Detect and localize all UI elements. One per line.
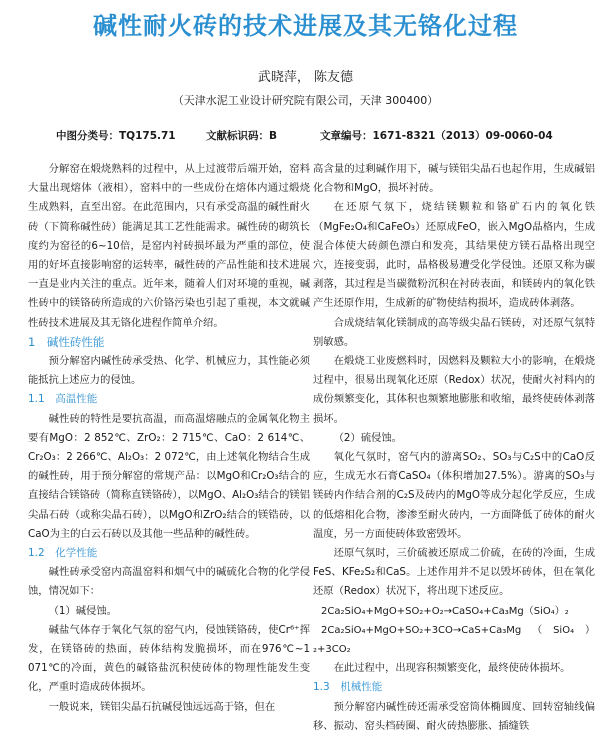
body-paragraph: 氧化气氛时，窑气内的游离SO₂、SO₃与C₂S中的CaO反应，生成无水石膏CaSO₄（体积增加27.5%）。游离的SO₃与镁砖内作结合剂的C₂S及砖内的MgO等成分起化学反应，生成的低熔相化合物，渗渗至耐火砖内，一方面降低了砖体的耐火温度，另一方面使砖体致密毁坏。	[313, 451, 595, 540]
body-paragraph: 在还原气氛下，烧结镁颗粒和铬矿石内的氧化铁（MgFe₂O₄和CaFeO₃）还原成FeO，嵌入MgO晶格内，生成混合体使大砖颜色漂白和发亮，其结果使方镁石晶格出现空穴，连接变弱，此时，晶格极易遭受化学侵蚀。还原又称为碳剥落，其过程是当碳微粉沉积在衬砖表面，和镁砖内的氧化铁产生还原作用，生成新的矿物使结构损坏，造成砖体剥落。	[313, 201, 595, 310]
intro-paragraph: 分解窑在煅烧熟料的过程中，从上过渡带后端开始，窑料大量出现熔体（液相），窑料中的一些成份在熔体内通过煅烧生成熟料，直至出窑。在此范围内，只有承受高温的碱性耐火砖（下简称碱性砖）能满足其工艺性能需求。碱性砖的砌筑长度约为窑径的6~10倍，是窑内衬砖损坏最为严重的部位，使用的好坏直接影响窑的运转率，碱性砖的产品性能和技术进展一直是业内关注的重点。近年来，随着人们对环境的重视，碱性砖中的镁铬砖所造成的六价铬污染也引起了重视，本文就碱性砖技术进展及其无铬化进程作简单介绍。	[28, 163, 310, 329]
body-paragraph: 合成烧结氧化镁制成的高等级尖晶石镁砖，对还原气氛特别敏感。	[313, 316, 595, 348]
clc-number: 中图分类号：TQ175.71	[56, 130, 176, 142]
body-paragraph: 碱盐气体存于氧化气氛的窑气内，侵蚀镁铬砖，使Cr⁶⁺挥发，在镁铬砖的热面，砖体结构发脆损坏，而在976℃~1 071℃的冷面，黄色的碱铬盐沉积使砖体的物理性能发生变化，严重时造成砖体损坏。	[28, 623, 310, 694]
body-paragraph: 在煅烧工业废燃料时，因燃料及颗粒大小的影响，在煅烧过程中，很易出现氧化还原（Redox）状况，使耐火衬料内的成份频繁变化，其体积也频繁地膨胀和收缩，最终使砖体剥落损坏。	[313, 355, 595, 425]
body-paragraph: 在此过程中，出现容积频繁变化，最终使砖体损坏。	[333, 662, 571, 675]
body-paragraph: 预分解窑内碱性砖还需承受窑筒体椭圆度、回转窑轴线偏移、振动、窑头档砖圈、耐火砖热膨胀、插缝铁	[313, 700, 595, 732]
body-paragraph: 高含量的过剩碱作用下，碱与镁铝尖晶石也起作用，生成碱铝化合物和MgO，损坏衬砖。	[313, 163, 595, 195]
article-title: 碱性耐火砖的技术进展及其无铬化过程	[93, 12, 518, 40]
subsection-heading: 1.2 化学性能	[28, 547, 98, 560]
body-paragraph: 预分解窑内碱性砖承受热、化学、机械应力，其性能必须能抵抗上述应力的侵蚀。	[28, 355, 310, 387]
subsection-heading: 1.3 机械性能	[313, 681, 383, 694]
right-column	[313, 160, 595, 736]
equation: 2Ca₂SiO₄+MgO+SO₂+O₂→CaSO₄+Ca₃Mg（SiO₄）₂	[321, 605, 569, 617]
item-heading: （1）碱侵蚀。	[48, 604, 117, 617]
affiliation: （天津水泥工业设计研究院有限公司，天津 300400）	[172, 94, 439, 107]
item-heading: （2）硫侵蚀。	[333, 431, 402, 444]
left-column	[28, 160, 310, 717]
subsection-heading: 1.1 高温性能	[28, 393, 98, 406]
article-number: 文章编号：1671-8321（2013）09-0060-04	[320, 130, 553, 142]
body-paragraph: 一般说来，镁铝尖晶石抗碱侵蚀远远高于铬，但在	[48, 700, 276, 713]
body-paragraph: 碱性砖的特性是要抗高温，而高温熔融点的金属氧化物主要有MgO：2 852℃、ZrO₂：2 715℃、CaO：2 614℃、Cr₂O₃：2 266℃、Al₂O₃：2 072℃，由上述氧化物结合生成的碱性砖，用于预分解窑的常规产品：以MgO和Cr₂O₃结合的直接结合镁铬砖（简称直镁铬砖），以MgO、Al₂O₃结合的镁铝尖晶石砖（或称尖晶石砖），以MgO和ZrO₂结合的镁锆砖，以CaO为主的白云石砖以及其他一些品种的碱性砖。	[28, 412, 310, 540]
body-paragraph: 还原气氛时，三价硫被还原成二价硫，在砖的冷面，生成FeS、KFe₂S₂和CaS。上述作用并不足以毁坏砖体，但在氧化还原（Redox）状况下，将出现下述反应。	[313, 547, 595, 598]
body-paragraph: 碱性砖承受窑内高温窑料和烟气中的碱硫化合物的化学侵蚀，情况如下：	[28, 566, 310, 598]
equation: 2Ca₂SiO₄+MgO+SO₂+3CO→CaS+Ca₃Mg（SiO₄）₂+3CO₂	[313, 624, 595, 656]
document-code: 文献标识码：B	[206, 130, 278, 142]
section-heading: 1 碱性砖性能	[28, 334, 105, 349]
authors: 武晓萍， 陈友德	[257, 70, 354, 85]
